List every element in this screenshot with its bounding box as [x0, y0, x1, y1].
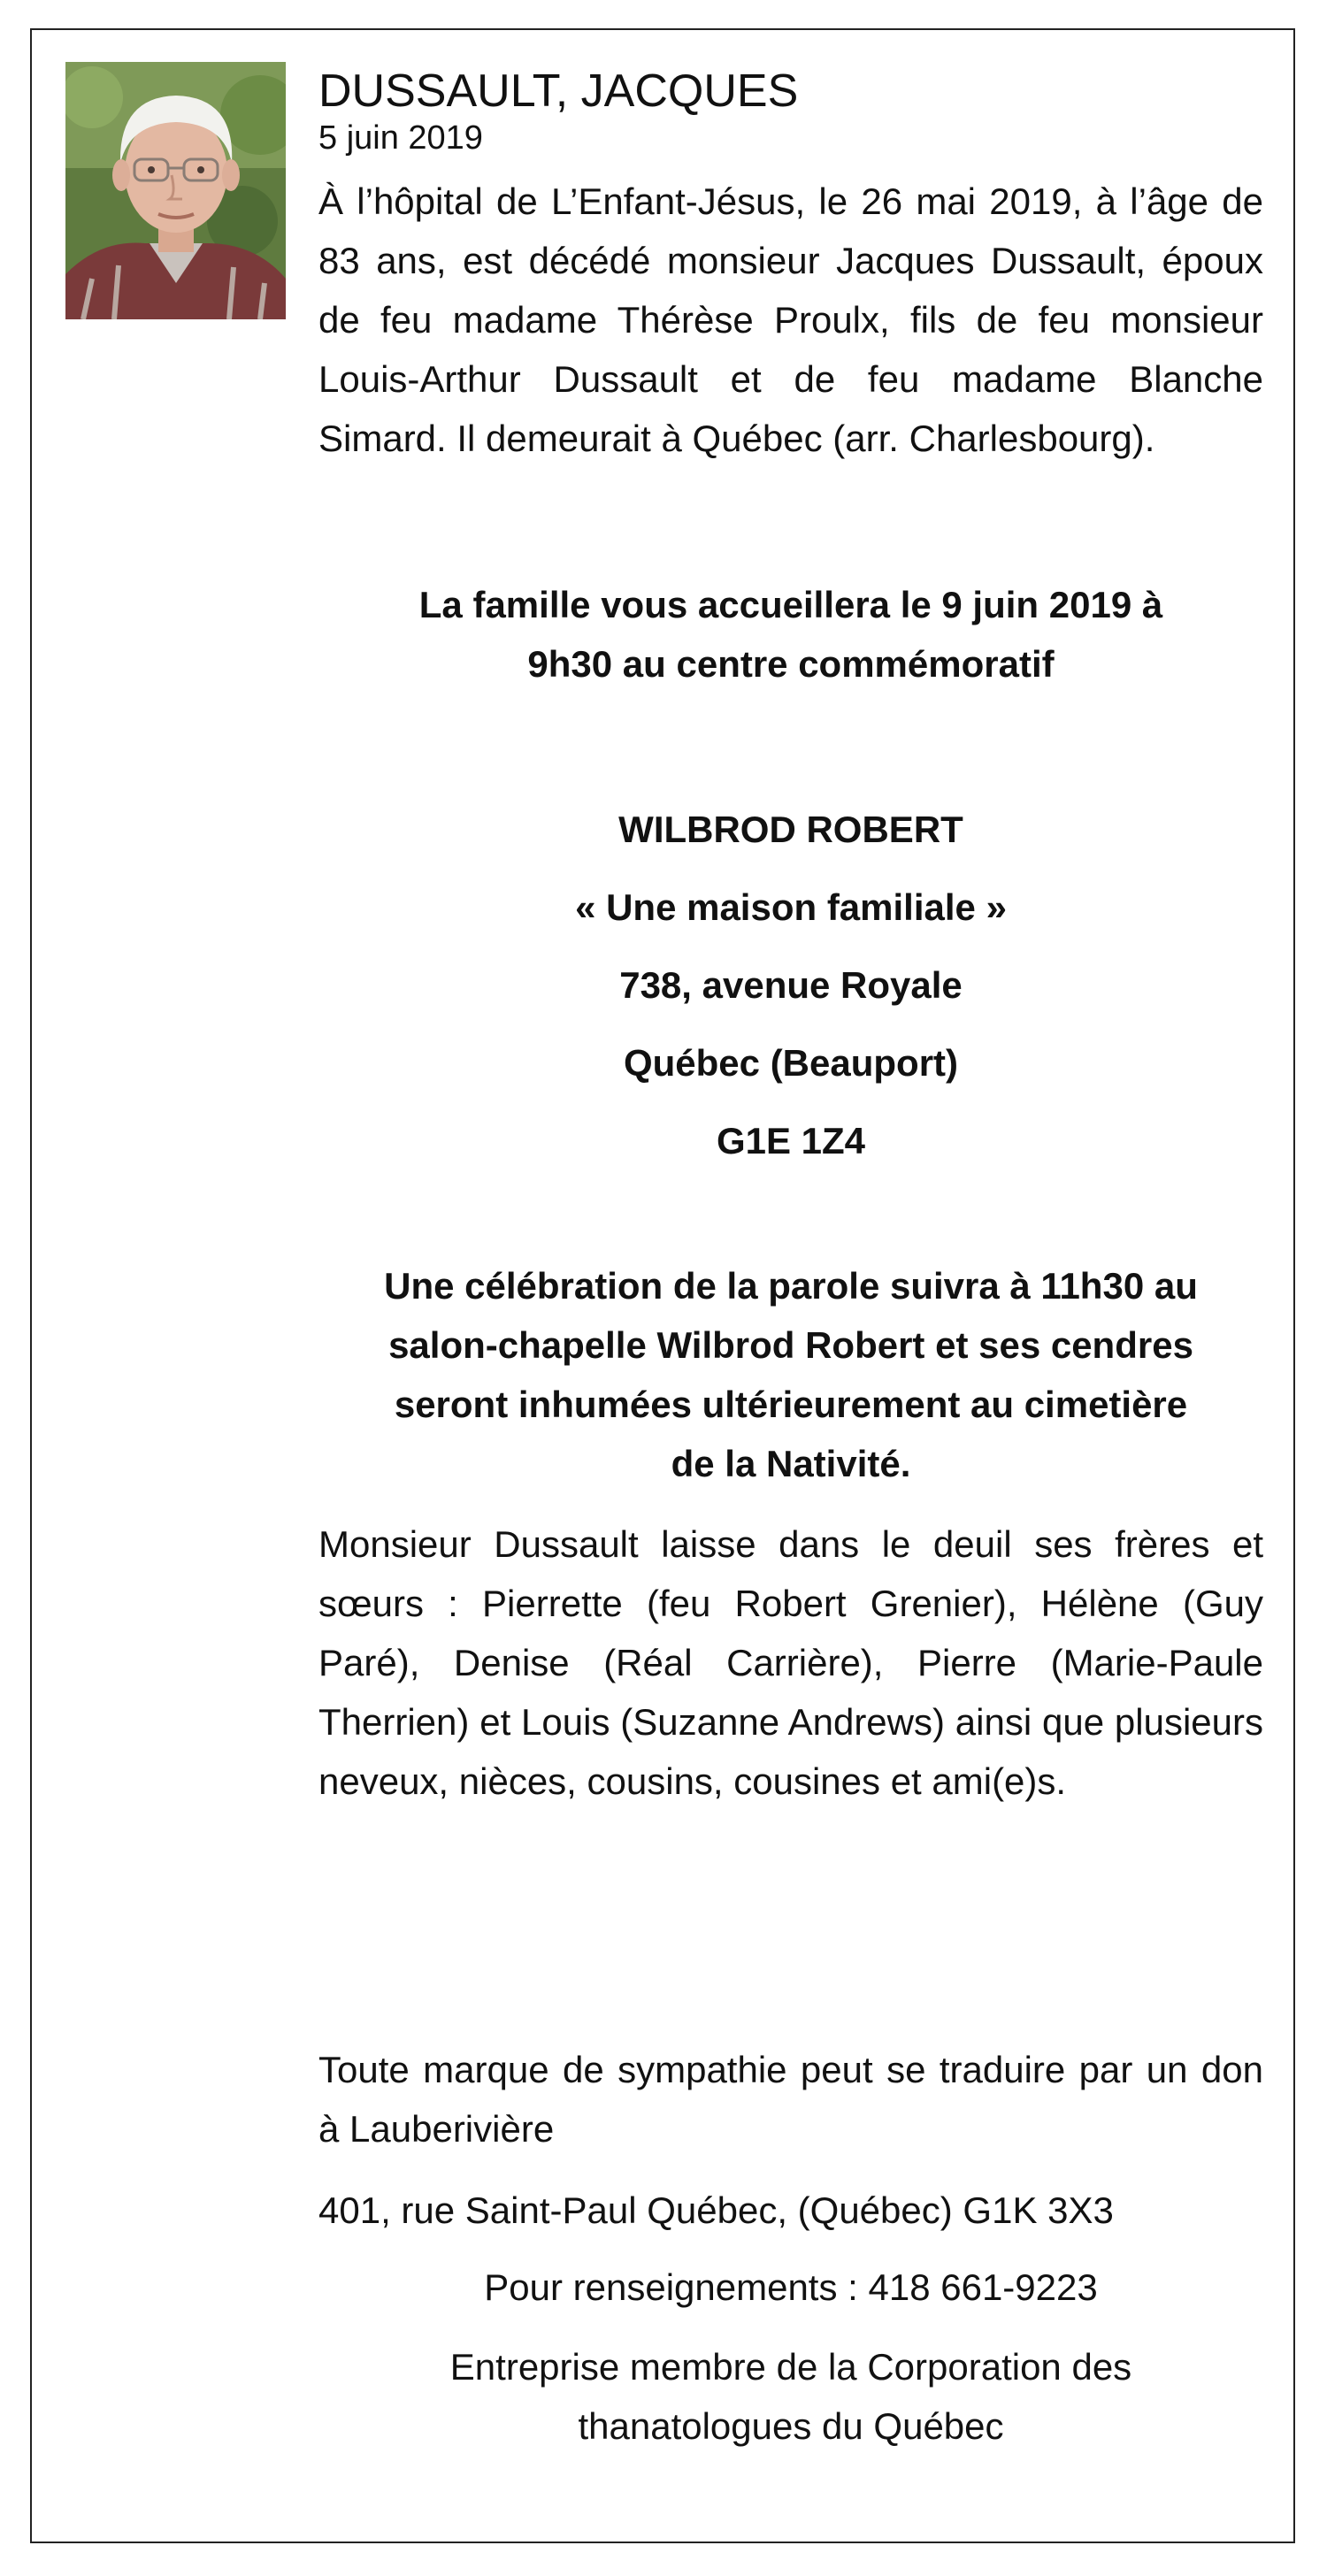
reception-line-2: 9h30 au centre commémoratif: [527, 643, 1055, 685]
donation-block: [318, 2040, 1263, 2158]
celebration-line: salon-chapelle Wilbrod Robert et ses cendres: [388, 1324, 1193, 1366]
donation-paragraph: Toute marque de sympathie peut se traduire par un don à Lauberivière: [318, 2049, 1263, 2150]
member-block: [318, 2337, 1263, 2456]
funeral-home-street: 738, avenue Royale: [619, 964, 963, 1006]
funeral-home-name: WILBROD ROBERT: [618, 809, 963, 850]
reception-line-1: La famille vous accueillera le 9 juin 2019 à: [418, 584, 1163, 625]
funeral-home-tagline: « Une maison familiale »: [575, 886, 1007, 928]
survivors-paragraph: Monsieur Dussault laisse dans le deuil ses frères et sœurs : Pierrette (feu Robert Grenier), Hélène (Guy Paré), Denise (Réal Carrière), Pierre (Marie-Paule Therrien) et Louis (Suzanne Andrews) ainsi que plusieurs neveux, nièces, cousins, cousines et ami(e)s.: [318, 1523, 1263, 1802]
celebration-line: seront inhumées ultérieurement au cimetière: [394, 1384, 1188, 1425]
member-line-1: Entreprise membre de la Corporation des: [449, 2346, 1132, 2388]
member-line-2: thanatologues du Québec: [578, 2405, 1004, 2447]
funeral-home-block: [318, 791, 1263, 1180]
deceased-name: DUSSAULT, JACQUES: [318, 65, 799, 117]
publication-date: 5 juin 2019: [318, 119, 483, 157]
intro-paragraph: À l’hôpital de L’Enfant-Jésus, le 26 mai 2019, à l’âge de 83 ans, est décédé monsieur Jacques Dussault, époux de feu madame Thérèse Proulx, fils de feu monsieur Louis-Arthur Dussault et de feu madame Blanche Simard. Il demeurait à Québec (arr. Charlesbourg).: [318, 180, 1263, 459]
reception-block: [318, 575, 1263, 694]
info-phone: Pour renseignements : 418 661-9223: [484, 2266, 1098, 2308]
celebration-block: [318, 1256, 1263, 1493]
donation-address: 401, rue Saint-Paul Québec, (Québec) G1K 3X3: [318, 2189, 1114, 2231]
funeral-home-city: Québec (Beauport): [623, 1042, 959, 1084]
celebration-line: de la Nativité.: [671, 1443, 911, 1484]
obituary-content: [318, 64, 1263, 468]
celebration-line: Une célébration de la parole suivra à 11h30 au: [384, 1265, 1198, 1307]
survivors-block: [318, 1514, 1263, 1811]
funeral-home-postal: G1E 1Z4: [716, 1120, 866, 1162]
portrait-photo-icon: [65, 62, 286, 319]
